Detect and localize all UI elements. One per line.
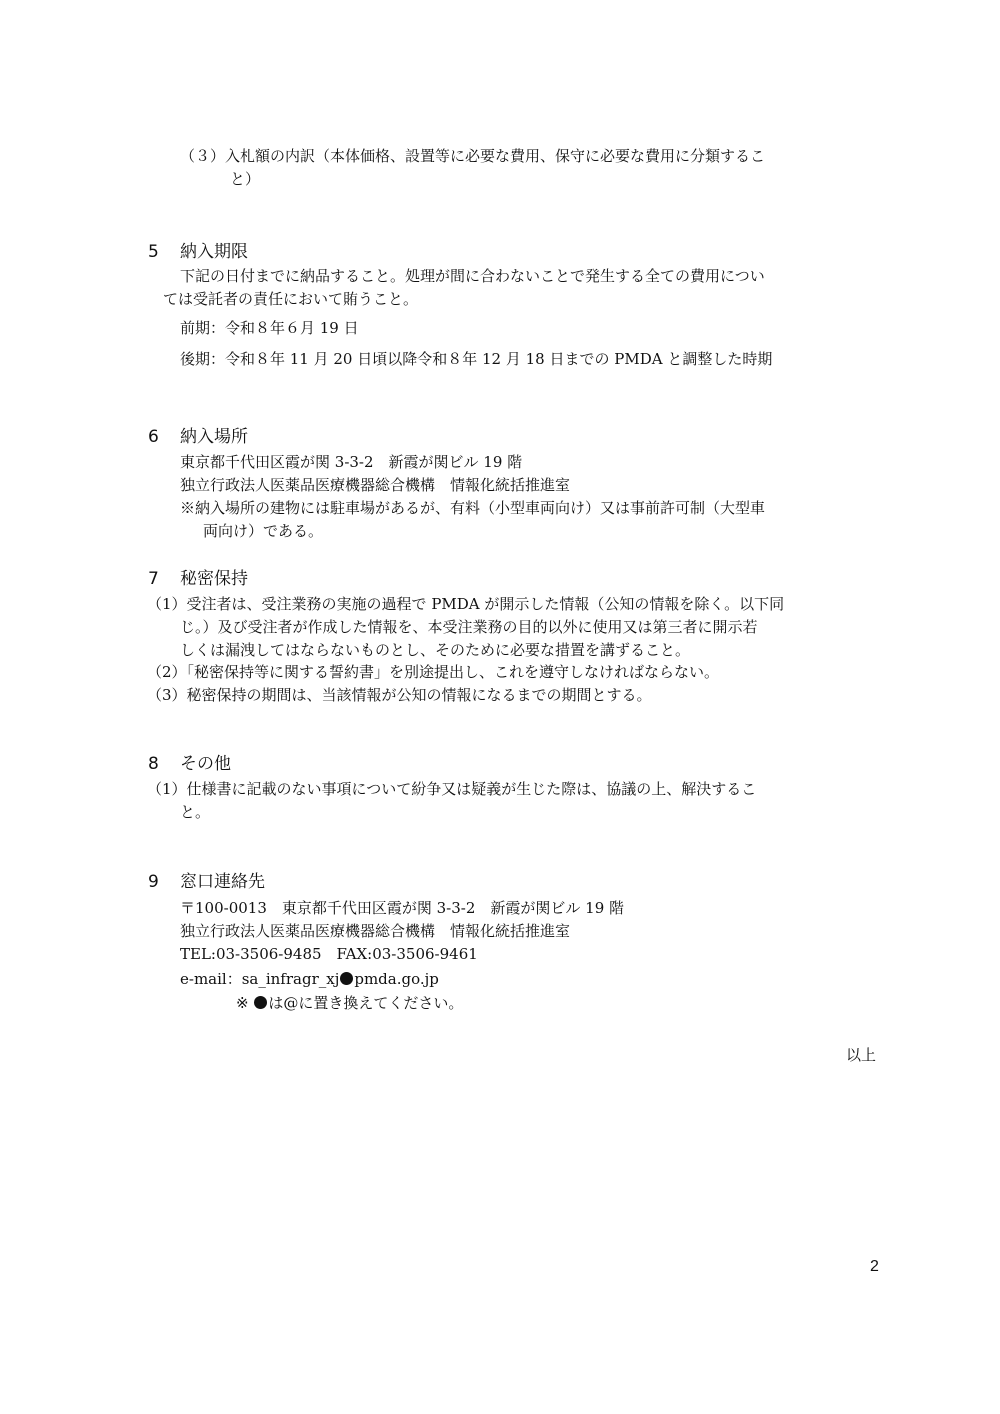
confidentiality-item2: （2）「秘密保持等に関する誓約書」を別途提出し、これを遵守しなければならない。 — [147, 663, 720, 681]
parking-note-line1: ※納入場所の建物には駐車場があるが、有料（小型車両向け）又は事前許可制（大型車 — [180, 499, 766, 517]
section-5-number: 5 — [148, 242, 159, 262]
section-6-heading — [148, 426, 248, 448]
section-7-heading — [148, 568, 248, 590]
filled-circle-icon — [340, 972, 353, 985]
closing-text: 以上 — [846, 1046, 877, 1064]
section-9-number: 9 — [148, 872, 159, 892]
confidentiality-item1-line1: （1）受注者は、受注業務の実施の過程で PMDA が開示した情報（公知の情報を除く。以下同 — [147, 595, 785, 613]
contact-address: 〒100-0013 東京都千代田区霞が関 3-3-2 新霞が関ビル 19 階 — [180, 899, 625, 917]
filled-circle-icon — [254, 996, 267, 1009]
other-item1-line2: と。 — [180, 803, 211, 821]
email-domain-part: pmda.go.jp — [354, 970, 439, 988]
other-item1-line1: （1）仕様書に記載のない事項について紛争又は疑義が生じた際は、協議の上、解決するこ — [147, 780, 757, 798]
delivery-late-period: 後期：令和８年 11 月 20 日頃以降令和８年 12 月 18 日までの PMDA と調整した時期 — [180, 350, 773, 368]
delivery-deadline-text-line1: 下記の日付までに納品すること。処理が間に合わないことで発生する全ての費用につい — [180, 267, 765, 285]
delivery-address: 東京都千代田区霞が関 3-3-2 新霞が関ビル 19 階 — [180, 453, 523, 471]
email-note-mark: ※ — [236, 994, 254, 1012]
contact-organization: 独立行政法人医薬品医療機器総合機構 情報化統括推進室 — [180, 922, 571, 940]
confidentiality-item1-line2: じ。）及び受注者が作成した情報を、本受注業務の目的以外に使用又は第三者に開示若 — [180, 618, 758, 636]
delivery-deadline-text-line2: ては受託者の責任において賄うこと。 — [163, 290, 419, 308]
section-8-number: 8 — [148, 754, 159, 774]
section-8-title: その他 — [180, 754, 231, 774]
section-5-title: 納入期限 — [180, 242, 248, 262]
bid-breakdown-line1: （３）入札額の内訳（本体価格、設置等に必要な費用、保守に必要な費用に分類するこ — [180, 147, 766, 165]
section-9-title: 窓口連絡先 — [180, 872, 265, 892]
email-note — [236, 993, 463, 1013]
confidentiality-item1-line3: しくは漏洩してはならないものとし、そのために必要な措置を講ずること。 — [180, 641, 691, 659]
section-6-number: 6 — [148, 427, 159, 447]
section-8-heading — [148, 753, 231, 775]
section-6-title: 納入場所 — [180, 427, 248, 447]
delivery-early-period: 前期：令和８年６月 19 日 — [180, 319, 359, 337]
section-7-title: 秘密保持 — [180, 569, 248, 589]
bid-breakdown-line2: と） — [230, 170, 261, 188]
confidentiality-item3: （3）秘密保持の期間は、当該情報が公知の情報になるまでの期間とする。 — [147, 686, 652, 704]
delivery-organization: 独立行政法人医薬品医療機器総合機構 情報化統括推進室 — [180, 476, 571, 494]
section-9-heading — [148, 871, 265, 893]
section-5-heading — [148, 241, 248, 263]
section-7-number: 7 — [148, 569, 159, 589]
contact-tel-fax: TEL:03-3506-9485 FAX:03-3506-9461 — [180, 945, 478, 963]
parking-note-line2: 両向け）である。 — [203, 522, 324, 540]
email-user-part: e-mail：sa_infragr_xj — [180, 970, 340, 988]
page-number: 2 — [870, 1258, 879, 1275]
email-note-text: は@に置き換えてください。 — [268, 994, 464, 1012]
contact-email — [180, 969, 439, 989]
